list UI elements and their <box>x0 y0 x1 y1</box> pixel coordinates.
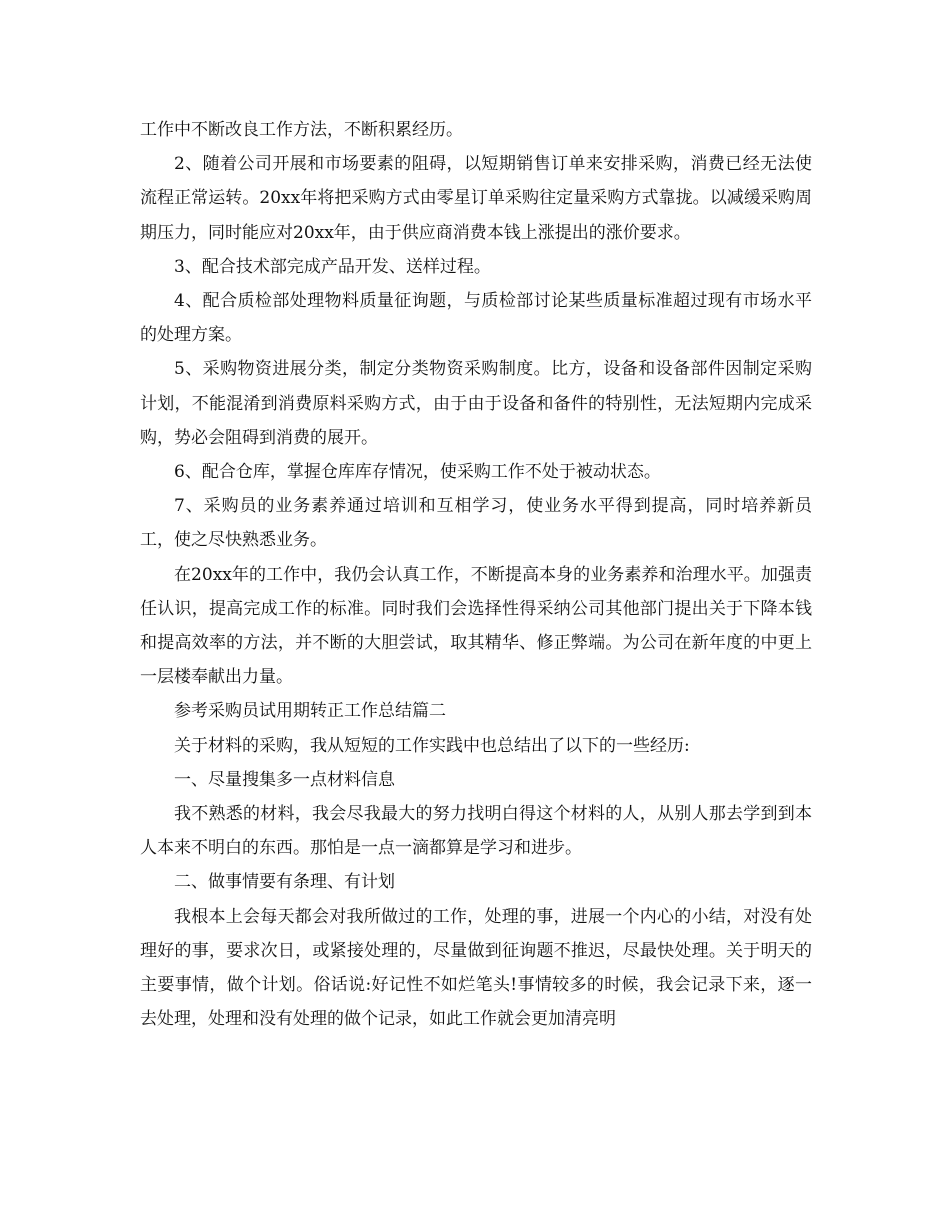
paragraph-item-6: 6、配合仓库，掌握仓库库存情况，使采购工作不处于被动状态。 <box>174 462 661 483</box>
document-body <box>140 113 812 1036</box>
paragraph-item-2: 2、随着公司开展和市场要素的阻碍，以短期销售订单来安排采购，消费已经无法使流程正常运转。20xx年将把采购方式由零星订单采购往定量采购方式靠拢。以减缓采购周期压力，同时能应对20xx年，由于供应商消费本钱上涨提出的涨价要求。 <box>140 154 812 243</box>
section-heading-part-two: 参考采购员试用期转正工作总结篇二 <box>174 701 446 722</box>
paragraph-item-3: 3、配合技术部完成产品开发、送样过程。 <box>174 256 491 277</box>
paragraph-learning: 我不熟悉的材料，我会尽我最大的努力找明白得这个材料的人，从别人那去学到到本人本来不明白的东西。那怕是一点一滴都算是学习和进步。 <box>140 804 812 859</box>
subheading-two: 二、做事情要有条理、有计划 <box>174 872 395 893</box>
paragraph-item-4: 4、配合质检部处理物料质量征询题，与质检部讨论某些质量标准超过现有市场水平的处理方案。 <box>140 291 812 346</box>
paragraph-item-5: 5、采购物资进展分类，制定分类物资采购制度。比方，设备和设备部件因制定采购计划，不能混淆到消费原料采购方式，由于由于设备和备件的特别性，无法短期内完成采购，势必会阻碍到消费的展开。 <box>140 359 812 448</box>
paragraph-planning: 我根本上会每天都会对我所做过的工作，处理的事，进展一个内心的小结，对没有处理好的事，要求次日，或紧接处理的，尽量做到征询题不推迟，尽最快处理。关于明天的主要事情，做个计划。俗话说:好记性不如烂笔头!事情较多的时候，我会记录下来，逐一去处理，处理和没有处理的做个记录，如此工作就会更加清亮明 <box>140 906 812 1030</box>
paragraph-intro: 关于材料的采购，我从短短的工作实践中也总结出了以下的一些经历: <box>174 735 690 756</box>
paragraph-continuation: 工作中不断改良工作方法，不断积累经历。 <box>140 120 463 140</box>
paragraph-item-7: 7、采购员的业务素养通过培训和互相学习，使业务水平得到提高，同时培养新员工，使之尽快熟悉业务。 <box>140 496 812 551</box>
subheading-one: 一、尽量搜集多一点材料信息 <box>174 769 395 790</box>
paragraph-plan: 在20xx年的工作中，我仍会认真工作，不断提高本身的业务素养和治理水平。加强责任认识，提高完成工作的标准。同时我们会选择性得采纳公司其他部门提出关于下降本钱和提高效率的方法，并不断的大胆尝试，取其精华、修正弊端。为公司在新年度的中更上一层楼奉献出力量。 <box>140 564 812 688</box>
